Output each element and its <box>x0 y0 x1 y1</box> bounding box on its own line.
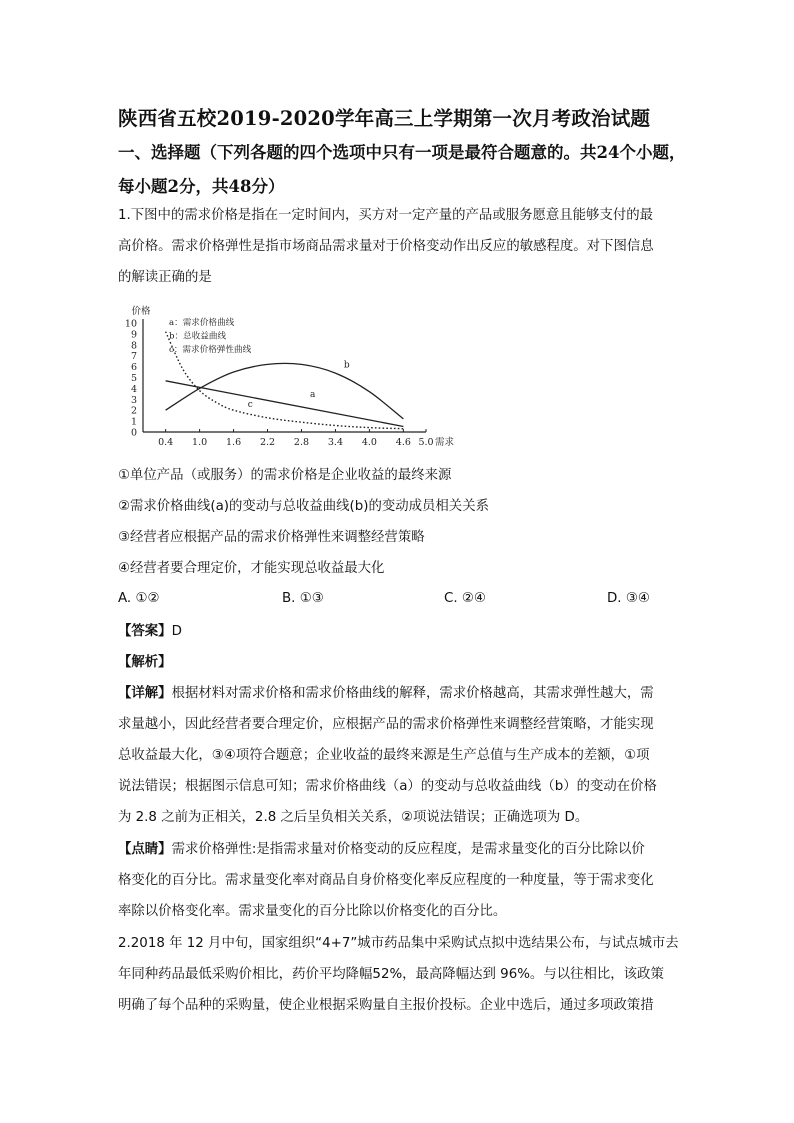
y-axis-label: 价格 <box>131 306 151 317</box>
option-c: C. ②④ <box>444 591 486 606</box>
detail-line: 说法错误；根据图示信息可知；需求价格曲线（a）的变动与总收益曲线（b）的变动在价格 <box>118 779 657 794</box>
x-axis-label: 需求 <box>435 437 455 448</box>
option-b: B. ①③ <box>282 591 324 606</box>
q1-statement-3: ③经营者应根据产品的需求价格弹性来调整经营策略 <box>118 530 425 545</box>
detail-line: 总收益最大化，③④项符合题意；企业收益的最终来源是生产总值与生产成本的差额，①项 <box>118 748 650 763</box>
analysis-tag: 【解析】 <box>118 655 172 670</box>
point-line: 率除以价格变化率。需求量变化的百分比除以价格变化的百分比。 <box>118 904 507 919</box>
answer-line <box>118 622 688 642</box>
point-line: 格变化的百分比。需求量变化率对商品自身价格变化率反应程度的一种度量，等于需求变化 <box>118 873 654 888</box>
section-heading-line-2: 每小题2分，共48分） <box>118 177 285 196</box>
y-tick-label: 9 <box>130 329 137 341</box>
point-line <box>118 840 688 860</box>
series-label-a: a <box>309 390 316 401</box>
q1-options <box>118 591 678 611</box>
option-a: A. ①② <box>118 591 160 606</box>
detail-text: 根据材料对需求价格和需求价格曲线的解释，需求价格越高，其需求弹性越大，需 <box>171 686 654 701</box>
x-tick-label: 4.6 <box>395 437 411 448</box>
q1-stem-line: 高价格。需求价格弹性是指市场商品需求量对于价格变动作出反应的敏感程度。对下图信息 <box>118 239 654 254</box>
q1-statement-1: ①单位产品（或服务）的需求价格是企业收益的最终来源 <box>118 468 452 483</box>
y-tick-label: 10 <box>124 318 137 330</box>
y-tick-label: 7 <box>130 351 137 363</box>
y-tick-label: 4 <box>130 383 137 395</box>
y-tick-label: 5 <box>130 373 137 384</box>
legend-entry: b：总收益曲线 <box>169 331 227 342</box>
legend-entry: c：需求价格弹性曲线 <box>169 345 252 355</box>
section-heading-line-1: 一、选择题（下列各题的四个选项中只有一项是最符合题意的。共24个小题， <box>118 143 686 162</box>
q1-statement-2: ②需求价格曲线(a)的变动与总收益曲线(b)的变动成员相关关系 <box>118 499 489 514</box>
y-tick-label: 8 <box>130 340 137 352</box>
detail-tag: 【详解】 <box>118 686 172 701</box>
page-title: 陕西省五校2019-2020学年高三上学期第一次月考政治试题 <box>118 107 651 130</box>
y-tick-label: 3 <box>130 394 137 406</box>
q2-line: 明确了每个品种的采购量，使企业根据采购量自主报价投标。企业中选后，通过多项政策措 <box>118 998 654 1013</box>
x-tick-label: 4.0 <box>361 437 377 448</box>
y-tick-label: 6 <box>130 362 137 374</box>
q2-line: 年同种药品最低采购价相比，药价平均降幅52%，最高降幅达到 96%。与以往相比，该政策 <box>118 967 664 982</box>
q1-chart <box>118 303 468 448</box>
detail-line: 为 2.8 之前为正相关，2.8 之后呈负相关关系，②项说法错误；正确选项为 D。 <box>118 810 589 825</box>
q2-line: 2.2018 年 12 月中旬，国家组织“4+7”城市药品集中采购试点拟中选结果公布，与试点城市去 <box>118 936 679 951</box>
series-label-c: c <box>247 399 253 410</box>
series-label-b: b <box>343 360 350 371</box>
x-tick-label: 1.0 <box>192 437 208 448</box>
y-tick-label: 0 <box>130 427 137 439</box>
q1-statement-4: ④经营者要合理定价，才能实现总收益最大化 <box>118 561 385 576</box>
y-tick-label: 1 <box>130 416 137 428</box>
x-tick-label: 1.6 <box>226 437 242 448</box>
x-tick-label: 3.4 <box>327 437 343 448</box>
point-text: 需求价格弹性:是指需求量对价格变动的反应程度，是需求量变化的百分比除以价 <box>171 842 645 857</box>
q1-stem-line: 1.下图中的需求价格是指在一定时间内，买方对一定产量的产品或服务愿意且能够支付的最 <box>118 208 654 223</box>
analysis-line <box>118 653 688 673</box>
point-tag: 【点睛】 <box>118 842 172 857</box>
x-tick-label: 5.0 <box>418 437 434 448</box>
answer-tag: 【答案】 <box>118 624 172 639</box>
detail-line <box>118 684 688 704</box>
option-d: D. ③④ <box>607 591 650 606</box>
y-tick-label: 2 <box>130 405 137 417</box>
legend-entry: a：需求价格曲线 <box>169 318 235 328</box>
x-tick-label: 2.2 <box>259 437 276 448</box>
q1-stem-line: 的解读正确的是 <box>118 270 212 285</box>
series-line-b <box>166 360 404 419</box>
detail-line: 求量越小，因此经营者要合理定价，应根据产品的需求价格弹性来调整经营策略，才能实现 <box>118 717 654 732</box>
answer-value: D <box>171 624 182 639</box>
x-tick-label: 0.4 <box>158 437 174 448</box>
x-tick-label: 2.8 <box>293 437 310 448</box>
